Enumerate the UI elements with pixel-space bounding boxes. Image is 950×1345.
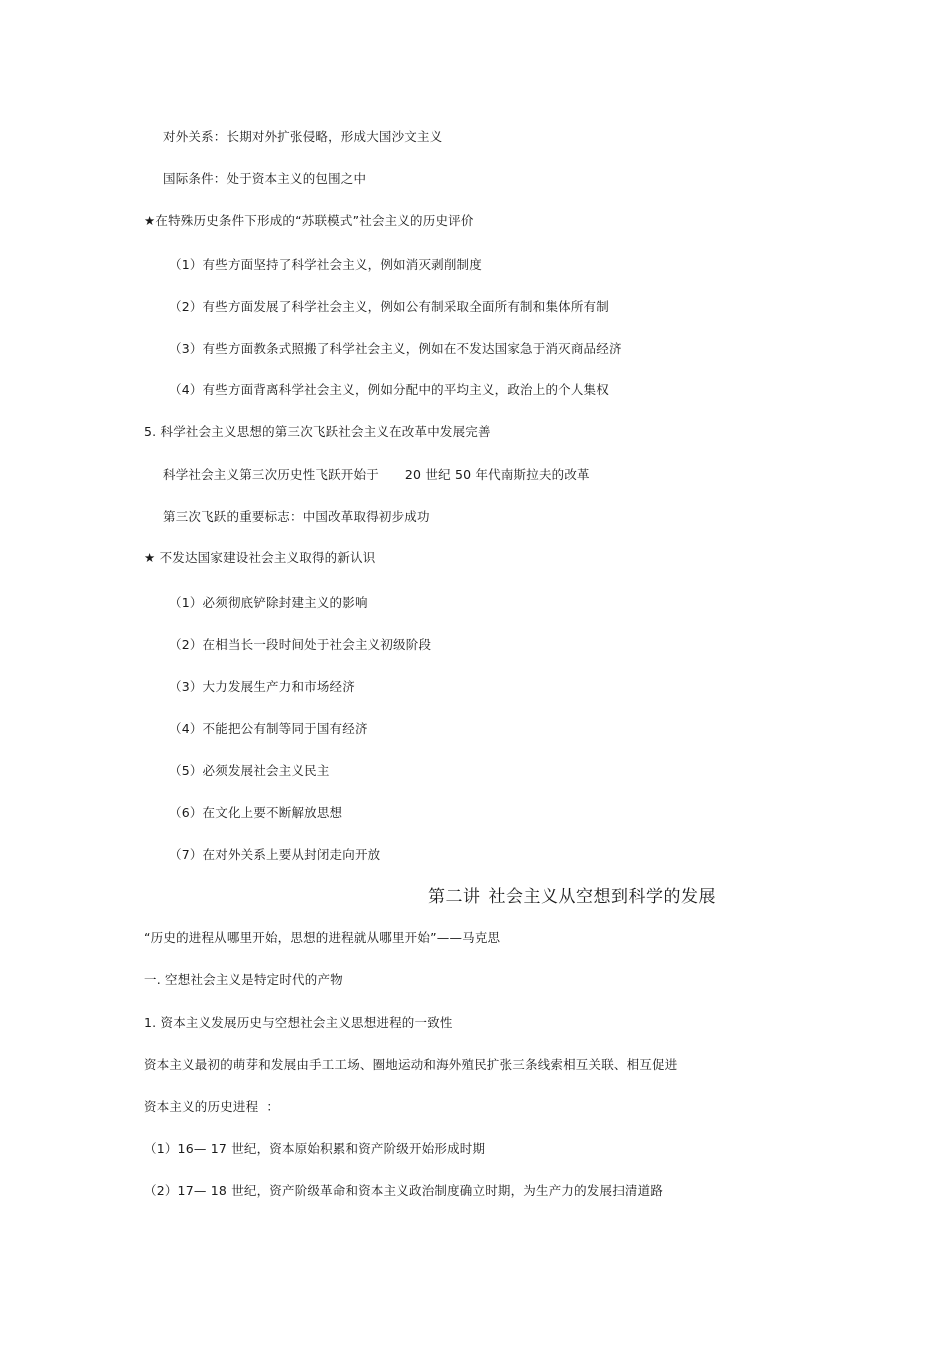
history-item: （1）16— 17 世纪，资本原始积累和资产阶级开始形成时期 — [144, 1141, 486, 1156]
new-understanding-item: （4）不能把公有制等同于国有经济 — [169, 721, 368, 736]
new-understanding-item: （6）在文化上要不断解放思想 — [169, 805, 343, 820]
section5-title: 5. 科学社会主义思想的第三次飞跃社会主义在改革中发展完善 — [144, 424, 491, 439]
history-colon: ： — [266, 1099, 280, 1114]
new-understanding-item: （7）在对外关系上要从封闭走向开放 — [169, 847, 381, 862]
new-understanding-item: （3）大力发展生产力和市场经济 — [169, 679, 355, 694]
third-leap-milestone: 第三次飞跃的重要标志：中国改革取得初步成功 — [163, 509, 430, 524]
marx-quote: “历史的进程从哪里开始，思想的进程就从哪里开始”——马克思 — [144, 930, 501, 945]
subsection-one-title: 1. 资本主义发展历史与空想社会主义思想进程的一致性 — [144, 1015, 453, 1030]
new-understanding-item: （5）必须发展社会主义民主 — [169, 763, 330, 778]
evaluation-item: （3）有些方面教条式照搬了科学社会主义，例如在不发达国家急于消灭商品经济 — [169, 341, 622, 356]
section-one-title: 一. 空想社会主义是特定时代的产物 — [144, 972, 343, 987]
third-leap-start-suffix: 20 世纪 50 年代南斯拉夫的改革 — [404, 467, 590, 482]
evaluation-item: （4）有些方面背离科学社会主义，例如分配中的平均主义，政治上的个人集权 — [169, 382, 609, 397]
international-conditions-line: 国际条件：处于资本主义的包围之中 — [163, 171, 367, 186]
history-label-line — [144, 1099, 279, 1115]
third-leap-start-line — [163, 467, 590, 483]
evaluation-title: ★在特殊历史条件下形成的“苏联模式”社会主义的历史评价 — [144, 213, 474, 228]
history-label: 资本主义的历史进程 — [144, 1099, 259, 1114]
new-understanding-item: （1）必须彻底铲除封建主义的影响 — [169, 595, 368, 610]
foreign-relations-line: 对外关系：长期对外扩张侵略，形成大国沙文主义 — [163, 129, 443, 144]
new-understanding-item: （2）在相当长一段时间处于社会主义初级阶段 — [169, 637, 432, 652]
new-understanding-title: ★ 不发达国家建设社会主义取得的新认识 — [144, 550, 376, 565]
history-item: （2）17— 18 世纪，资产阶级革命和资本主义政治制度确立时期，为生产力的发展扫清道路 — [144, 1183, 664, 1198]
lecture-heading — [428, 886, 716, 908]
third-leap-start-prefix: 科学社会主义第三次历史性飞跃开始于 — [163, 467, 379, 482]
capitalism-paragraph: 资本主义最初的萌芽和发展由手工工场、圈地运动和海外殖民扩张三条线索相互关联、相互促进 — [144, 1057, 678, 1072]
lecture-title: 社会主义从空想到科学的发展 — [488, 887, 716, 907]
lecture-number: 第二讲 — [428, 887, 481, 907]
evaluation-item: （1）有些方面坚持了科学社会主义，例如消灭剥削制度 — [169, 257, 482, 272]
evaluation-item: （2）有些方面发展了科学社会主义，例如公有制采取全面所有制和集体所有制 — [169, 299, 609, 314]
